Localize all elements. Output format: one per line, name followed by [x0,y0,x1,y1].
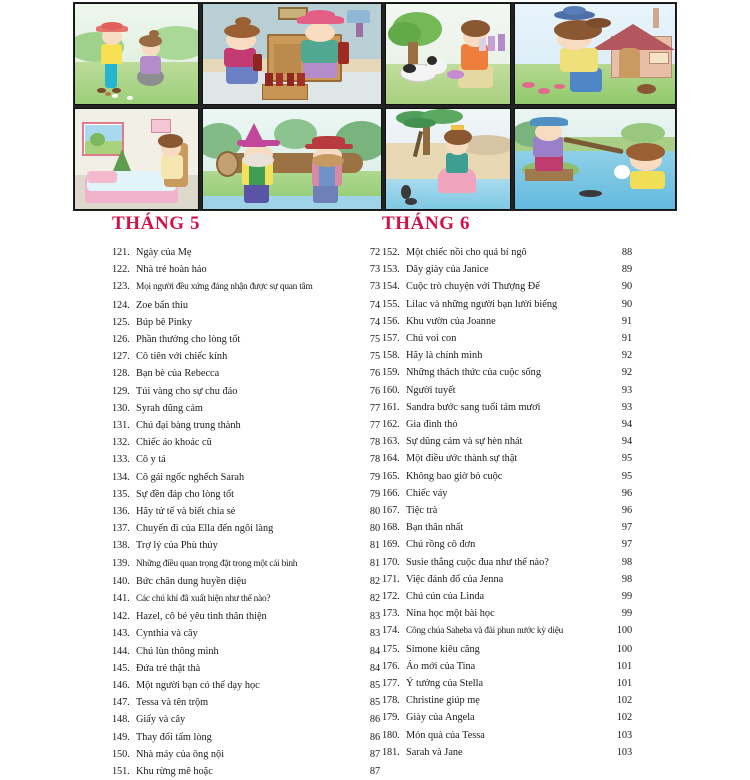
entry-number: 138. [112,540,130,552]
toc-entry[interactable] [382,588,632,605]
illustration-panel-girls-outdoors [74,3,199,105]
toc-entry[interactable] [112,625,380,642]
entry-number: 150. [112,748,130,760]
entry-number: 134. [112,471,130,483]
entry-page: 82 [369,593,380,605]
entry-title: Một chiếc nồi cho quả bí ngô [406,247,527,258]
entry-number: 141. [112,593,130,605]
entry-title: Mọi người đều xứng đáng nhận được sự quan tâm [136,282,313,293]
toc-entry[interactable] [382,709,632,726]
entry-page: 76 [369,368,380,380]
entry-page: 100 [616,643,632,655]
toc-entry-list-month-5 [112,244,380,780]
entry-number: 137. [112,523,130,535]
entry-title: Chuyến đi của Ella đến ngôi làng [136,523,274,535]
toc-entry[interactable] [112,434,380,451]
toc-entry[interactable] [382,502,632,519]
entry-page: 79 [369,471,380,483]
entry-number: 126. [112,334,130,346]
entry-number: 154. [382,281,400,293]
toc-entry[interactable] [112,677,380,694]
entry-page: 99 [621,608,632,620]
entry-number: 156. [382,315,400,327]
entry-number: 167. [382,505,400,517]
entry-page: 92 [621,350,632,362]
entry-title: Cô tiên với chiếc kính [136,351,228,363]
entry-page: 93 [621,384,632,396]
entry-page: 91 [621,333,632,345]
entry-number: 155. [382,298,400,310]
toc-entry[interactable] [112,244,380,261]
toc-entry[interactable] [382,313,632,330]
entry-title: Tiệc trà [406,505,438,517]
entry-number: 127. [112,351,130,363]
toc-entry[interactable] [112,746,380,763]
toc-entry[interactable] [382,519,632,536]
toc-column-month-6 [382,214,632,761]
entry-title: Phần thưởng cho lòng tốt [136,334,241,346]
toc-entry[interactable] [112,314,380,331]
toc-entry[interactable] [112,711,380,728]
entry-title: Những điều quan trọng đặt trong một cái bình [136,558,298,569]
entry-title: Người tuyết [406,384,456,396]
entry-number: 139. [112,557,130,569]
entry-title: Nhà máy của ông nội [136,748,225,760]
entry-page: 102 [616,712,632,724]
toc-entry[interactable] [382,727,632,744]
entry-page: 77 [369,402,380,414]
entry-page: 74 [369,299,380,311]
entry-page: 74 [369,316,380,328]
entry-number: 180. [382,729,400,741]
entry-number: 140. [112,575,130,587]
entry-title: Một điều ước thành sự thật [406,453,518,465]
entry-number: 128. [112,368,130,380]
entry-title: Bạn thân nhất [406,522,464,534]
entry-number: 161. [382,401,400,413]
toc-entry[interactable] [382,536,632,553]
entry-page: 75 [369,351,380,363]
entry-page: 88 [621,247,632,258]
entry-page: 92 [621,367,632,379]
entry-page: 94 [621,436,632,448]
toc-entry[interactable] [382,744,632,761]
entry-title: Bạn bè của Rebecca [136,368,220,380]
toc-entry[interactable] [382,330,632,347]
toc-entry[interactable] [112,763,380,780]
entry-number: 142. [112,611,130,623]
toc-entry[interactable] [382,641,632,658]
entry-page: 102 [616,695,632,707]
entry-number: 181. [382,746,400,758]
entry-title: Chú voi con [406,333,457,345]
illustration-panel-girl-feeding-dog [385,3,511,105]
entry-number: 144. [112,645,130,657]
entry-title: Sự đền đáp cho lòng tốt [136,488,234,500]
entry-number: 170. [382,556,400,568]
entry-title: Công chúa Saheba và đài phun nước kỳ diệu [406,626,564,637]
entry-page: 101 [616,660,632,672]
entry-title: Ngày của Mẹ [136,247,192,258]
entry-page: 91 [621,315,632,327]
entry-number: 174. [382,625,400,637]
entry-title: Đứa trẻ thật thà [136,662,201,674]
entry-page: 103 [616,746,632,758]
entry-number: 159. [382,367,400,379]
entry-number: 168. [382,522,400,534]
entry-number: 162. [382,419,400,431]
entry-page: 98 [621,573,632,585]
entry-title: Tessa và tên trộm [136,697,209,709]
toc-entry[interactable] [382,278,632,295]
toc-entry[interactable] [382,347,632,364]
entry-number: 169. [382,539,400,551]
entry-title: Hãy là chính mình [406,350,483,362]
entry-number: 173. [382,608,400,620]
entry-page: 79 [369,488,380,500]
entry-title: Christine giúp mẹ [406,695,480,707]
entry-title: Cô gái ngốc nghếch Sarah [136,471,245,483]
entry-page: 95 [621,470,632,482]
entry-title: Thay đổi tấm lòng [136,731,212,743]
toc-entry[interactable] [112,261,380,278]
toc-entry[interactable] [112,486,380,503]
entry-title: Hazel, cô bé yêu tinh thân thiện [136,611,267,623]
toc-entry[interactable] [382,605,632,622]
entry-page: 73 [369,281,380,293]
entry-number: 146. [112,680,130,692]
toc-entry[interactable] [112,520,380,537]
toc-entry[interactable] [112,297,380,314]
toc-entry[interactable] [112,400,380,417]
toc-entry[interactable] [112,503,380,520]
entry-title: Ý tưởng của Stella [406,678,484,690]
entry-number: 123. [112,281,130,293]
entry-title: Syrah dũng cảm [136,402,203,414]
entry-number: 151. [112,766,130,778]
toc-entry[interactable] [382,416,632,433]
entry-title: Các chú khỉ đã xuất hiện như thế nào? [136,594,271,605]
toc-entry[interactable] [382,399,632,416]
toc-entry[interactable] [382,571,632,588]
entry-page: 80 [369,506,380,518]
entry-title: Bức chân dung huyền diệu [136,575,247,587]
entry-page: 103 [616,729,632,741]
entry-number: 130. [112,402,130,414]
entry-page: 86 [369,714,380,726]
entry-title: Khu rừng mê hoặc [136,766,213,778]
toc-entry[interactable] [112,278,380,296]
entry-number: 124. [112,299,130,311]
entry-number: 177. [382,678,400,690]
entry-number: 122. [112,264,130,276]
entry-page: 99 [621,591,632,603]
toc-entry[interactable] [382,692,632,709]
toc-entry[interactable] [112,660,380,677]
entry-page: 81 [369,557,380,569]
entry-page: 90 [621,298,632,310]
entry-page: 95 [621,453,632,465]
entry-page: 75 [369,334,380,346]
toc-entry[interactable] [112,590,380,608]
toc-entry[interactable] [112,643,380,660]
entry-number: 171. [382,573,400,585]
toc-entry[interactable] [382,554,632,571]
toc-entry[interactable] [112,573,380,590]
entry-title: Chú cún của Linda [406,591,485,603]
entry-number: 160. [382,384,400,396]
entry-page: 86 [369,731,380,743]
entry-title: Dây giày của Janice [406,264,489,276]
entry-page: 76 [369,385,380,397]
entry-title: Cuộc trò chuyện với Thượng Đế [406,281,540,293]
entry-page: 101 [616,678,632,690]
entry-title: Gia đình thỏ [406,419,458,431]
toc-entry-list-month-6 [382,244,632,761]
entry-number: 158. [382,350,400,362]
entry-title: Susie thắng cuộc đua như thế nào? [406,556,549,568]
entry-page: 72 [369,247,380,258]
entry-title: Simone kiêu căng [406,643,480,655]
toc-entry[interactable] [112,555,380,573]
entry-page: 77 [369,420,380,432]
entry-number: 121. [112,247,130,258]
entry-page: 96 [621,487,632,499]
entry-title: Cô y tá [136,454,166,466]
entry-title: Chú rồng cô đơn [406,539,476,551]
entry-page: 98 [621,556,632,568]
entry-page: 97 [621,522,632,534]
toc-entry[interactable] [382,675,632,692]
entry-title: Lilac và những người bạn lười biếng [406,298,558,310]
entry-title: Nina học một bài học [406,608,495,620]
illustration-panel-two-dwarfs [202,108,382,210]
entry-title: Một người bạn có thể dạy học [136,680,260,692]
entry-page: 96 [621,505,632,517]
entry-number: 125. [112,316,130,328]
entry-title: Sarah và Jane [406,746,463,758]
entry-page: 73 [369,264,380,276]
entry-page: 84 [369,662,380,674]
entry-page: 78 [369,437,380,449]
entry-page: 93 [621,401,632,413]
entry-title: Những thách thức của cuộc sống [406,367,541,379]
entry-title: Áo mới của Tina [406,660,476,672]
toc-entry[interactable] [112,451,380,468]
toc-entry[interactable] [112,348,380,365]
entry-title: Giày của Angela [406,712,475,724]
entry-number: 176. [382,660,400,672]
entry-page: 85 [369,697,380,709]
entry-title: Chú đại bàng trung thành [136,420,241,432]
entry-title: Búp bê Pinky [136,316,193,328]
entry-title: Món quà của Tessa [406,729,485,741]
toc-entry[interactable] [112,365,380,382]
entry-title: Không bao giờ bỏ cuộc [406,470,503,482]
month-heading-5: THÁNG 5 [112,213,201,234]
entry-page: 87 [369,748,380,760]
toc-entry[interactable] [112,417,380,434]
entry-title: Sự dũng cảm và sự hèn nhát [406,436,523,448]
toc-entry[interactable] [112,729,380,746]
toc-entry[interactable] [112,331,380,348]
entry-title: Giấy và cây [136,714,186,726]
toc-entry[interactable] [112,383,380,400]
entry-title: Zoe bẩn thỉu [136,299,189,311]
entry-number: 164. [382,453,400,465]
toc-entry[interactable] [112,694,380,711]
entry-number: 133. [112,454,130,466]
entry-page: 100 [616,625,632,637]
entry-number: 172. [382,591,400,603]
toc-entry[interactable] [382,382,632,399]
toc-entry[interactable] [382,450,632,467]
entry-title: Chiếc áo khoác cũ [136,437,212,449]
illustration-panel-bottles-and-cabinet [202,3,382,105]
entry-page: 82 [369,575,380,587]
entry-number: 148. [112,714,130,726]
illustration-grid [73,2,677,211]
toc-entry[interactable] [382,468,632,485]
toc-entry[interactable] [382,296,632,313]
entry-number: 153. [382,264,400,276]
entry-page: 83 [369,611,380,623]
entry-number: 166. [382,487,400,499]
entry-number: 129. [112,385,130,397]
month-heading-6: THÁNG 6 [382,213,471,234]
entry-title: Sandra bước sang tuổi tám mươi [406,401,541,413]
toc-entry[interactable] [382,485,632,502]
entry-title: Túi vàng cho sự chu đáo [136,385,238,397]
toc-entry[interactable] [382,658,632,675]
illustration-panel-windy-house [514,3,676,105]
entry-number: 175. [382,643,400,655]
toc-entry[interactable] [382,261,632,278]
entry-number: 163. [382,436,400,448]
entry-page: 97 [621,539,632,551]
entry-number: 136. [112,506,130,518]
toc-column-month-5 [112,214,380,780]
entry-title: Chiếc váy [406,487,448,499]
toc-entry[interactable] [112,537,380,554]
entry-number: 157. [382,333,400,345]
entry-number: 145. [112,662,130,674]
illustration-panel-princess-on-shore [385,108,511,210]
toc-entry[interactable] [112,608,380,625]
entry-page: 84 [369,645,380,657]
entry-title: Nhà trẻ hoàn hảo [136,264,207,276]
entry-page: 87 [369,766,380,778]
entry-title: Khu vườn của Joanne [406,315,496,327]
entry-number: 131. [112,420,130,432]
entry-number: 143. [112,628,130,640]
toc-entry[interactable] [382,364,632,381]
entry-number: 179. [382,712,400,724]
entry-number: 135. [112,488,130,500]
illustration-panel-water-rescue [514,108,676,210]
toc-entry[interactable] [112,469,380,486]
entry-title: Hãy tử tế và biết chia sẻ [136,506,236,518]
toc-entry[interactable] [382,622,632,640]
entry-page: 81 [369,540,380,552]
entry-page: 85 [369,680,380,692]
entry-title: Chú lùn thông minh [136,645,219,657]
entry-number: 152. [382,247,400,258]
entry-page: 94 [621,419,632,431]
entry-page: 78 [369,454,380,466]
entry-page: 90 [621,281,632,293]
toc-entry[interactable] [382,244,632,261]
entry-number: 165. [382,470,400,482]
toc-entry[interactable] [382,433,632,450]
entry-page: 89 [621,264,632,276]
table-of-contents [0,213,750,778]
entry-number: 178. [382,695,400,707]
entry-title: Việc đánh đố của Jenna [406,573,504,585]
entry-title: Trợ lý của Phù thủy [136,540,218,552]
entry-number: 132. [112,437,130,449]
entry-page: 80 [369,523,380,535]
illustration-panel-girl-in-bed [74,108,199,210]
entry-number: 147. [112,697,130,709]
entry-page: 83 [369,628,380,640]
entry-title: Cynthia và cây [136,628,198,640]
entry-number: 149. [112,731,130,743]
